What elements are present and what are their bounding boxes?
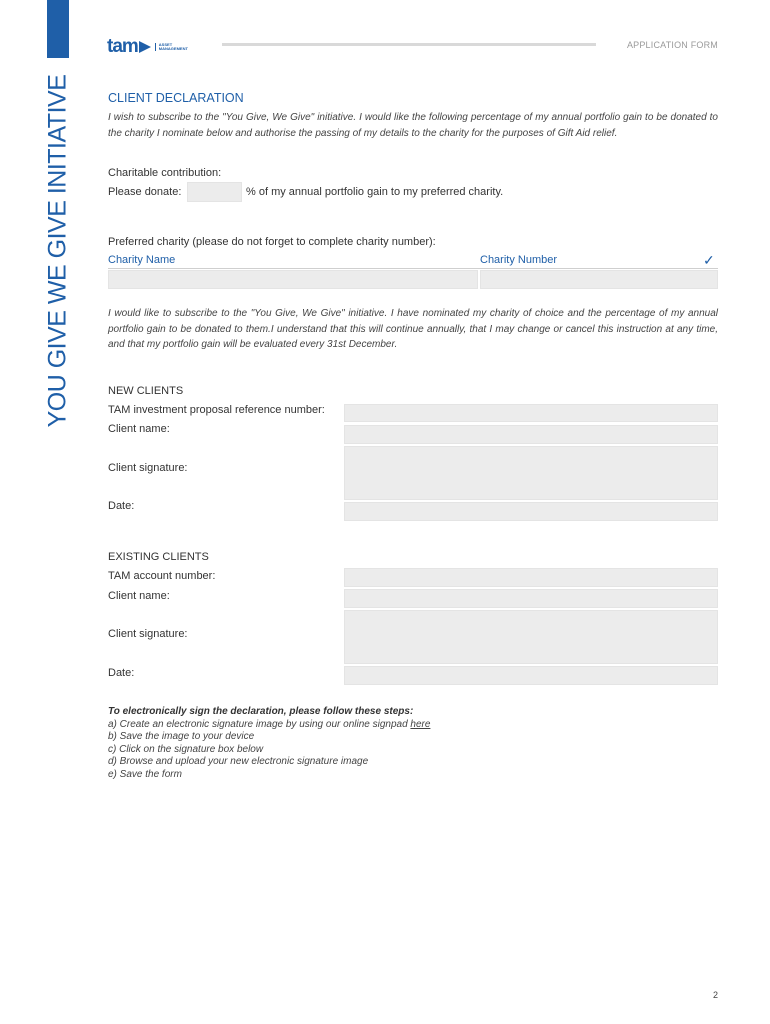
existing-name-label: Client name:	[108, 590, 170, 602]
donate-suffix: % of my annual portfolio gain to my preferred charity.	[246, 186, 504, 198]
existing-clients-title: EXISTING CLIENTS	[108, 551, 209, 563]
logo-subtitle: ASSET MANAGEMENT	[155, 43, 191, 51]
charity-number-header: Charity Number	[480, 254, 558, 266]
charity-header-rule	[108, 268, 718, 269]
charity-name-field[interactable]	[108, 270, 478, 289]
side-title	[42, 74, 74, 428]
new-signature-label: Client signature:	[108, 462, 188, 474]
signpad-link[interactable]: here	[410, 718, 431, 730]
step-e: e) Save the form	[108, 768, 182, 780]
subscription-text: I would like to subscribe to the "You Give, We Give" initiative. I have nominated my charity of choice and the percentage of my annual portfolio gain to be donated to them.I understand that this will continue annually, that I may change or cancel this instruction at any time, and that my portfolio gain will be evaluated every 31st December.	[108, 308, 718, 350]
step-d: d) Browse and upload your new electronic signature image	[108, 756, 369, 767]
new-ref-field[interactable]	[344, 404, 718, 422]
existing-account-label: TAM account number:	[108, 570, 216, 582]
existing-date-label: Date:	[108, 667, 135, 679]
declaration-title: CLIENT DECLARATION	[108, 91, 244, 105]
top-accent-bar	[47, 0, 69, 58]
check-icon: ✓	[703, 252, 715, 268]
charity-name-header: Charity Name	[108, 254, 176, 266]
donate-percent-field[interactable]	[187, 182, 242, 202]
new-date-field[interactable]	[344, 502, 718, 521]
step-b: b) Save the image to your device	[108, 731, 255, 742]
new-name-field[interactable]	[344, 425, 718, 444]
company-logo	[107, 36, 191, 58]
steps-title: To electronically sign the declaration, please follow these steps:	[108, 706, 414, 717]
existing-signature-field[interactable]	[344, 610, 718, 664]
existing-signature-label: Client signature:	[108, 628, 188, 640]
existing-name-field[interactable]	[344, 589, 718, 608]
donate-prefix: Please donate:	[108, 186, 182, 198]
contribution-heading: Charitable contribution:	[108, 167, 222, 179]
existing-account-field[interactable]	[344, 568, 718, 587]
logo-flag-icon	[139, 41, 151, 53]
page-number: 2	[712, 990, 718, 1000]
side-title-text: YOU GIVE WE GIVE INITIATIVE	[43, 74, 72, 428]
logo-text: tam	[107, 36, 138, 57]
header-rule	[222, 43, 596, 46]
new-clients-title: NEW CLIENTS	[108, 385, 184, 397]
form-label: APPLICATION FORM	[626, 40, 718, 50]
new-name-label: Client name:	[108, 423, 170, 435]
step-a: a) Create an electronic signature image by using our online signpad here	[108, 718, 431, 730]
new-date-label: Date:	[108, 500, 135, 512]
existing-date-field[interactable]	[344, 666, 718, 685]
new-signature-field[interactable]	[344, 446, 718, 500]
charity-heading: Preferred charity (please do not forget to complete charity number):	[108, 236, 436, 248]
new-ref-label: TAM investment proposal reference number:	[108, 404, 325, 416]
signing-steps	[108, 706, 430, 781]
charity-number-field[interactable]	[480, 270, 718, 289]
declaration-text: I wish to subscribe to the "You Give, We Give" initiative. I would like the following percentage of my annual portfolio gain to be donated to the charity I nominate below and authorise the passing of my details to the charity for the purposes of Gift Aid relief.	[108, 112, 718, 139]
step-c: c) Click on the signature box below	[108, 743, 264, 755]
